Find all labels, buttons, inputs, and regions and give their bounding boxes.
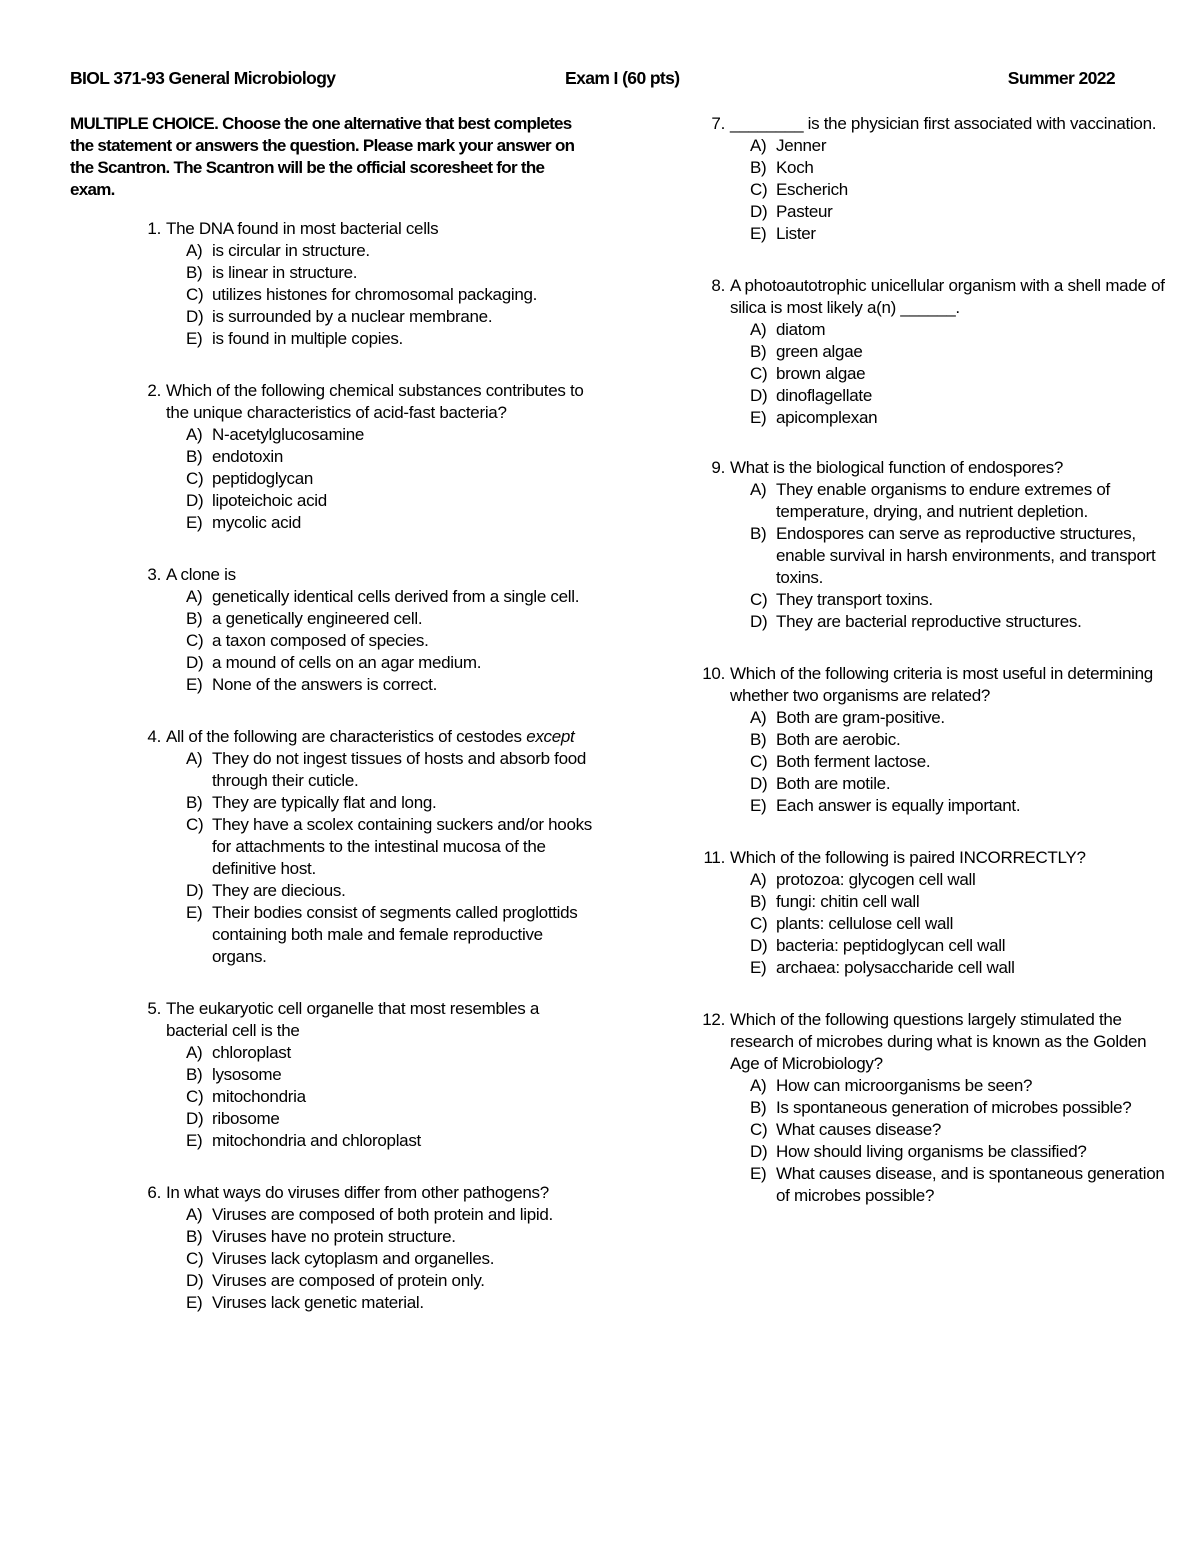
answer-option [730, 729, 1170, 751]
answer-option [166, 1204, 596, 1226]
option-text: genetically identical cells derived from a single cell. [212, 587, 580, 606]
option-text: peptidoglycan [212, 469, 314, 488]
option-letter: D) [186, 1271, 204, 1290]
option-letter: D) [750, 612, 768, 631]
option-letter: E) [186, 1293, 203, 1312]
question-3 [136, 564, 596, 696]
option-letter: B) [186, 1065, 203, 1084]
answer-option [730, 363, 1170, 385]
answer-option [730, 1075, 1170, 1097]
question-1 [136, 218, 596, 350]
option-text: What causes disease? [776, 1120, 942, 1139]
question-10 [700, 663, 1170, 817]
option-text: They are typically flat and long. [212, 793, 437, 812]
option-letter: C) [186, 1087, 204, 1106]
answer-option [730, 913, 1170, 935]
option-letter: E) [750, 224, 767, 243]
option-text: dinoflagellate [776, 386, 872, 405]
answer-option [730, 157, 1170, 179]
question-stem-text: What is the biological function of endospores? [730, 458, 1064, 477]
answer-option [166, 1064, 596, 1086]
answer-option [166, 1130, 596, 1152]
option-text: Escherich [776, 180, 848, 199]
option-letter: B) [186, 1227, 203, 1246]
option-text: fungi: chitin cell wall [776, 892, 920, 911]
option-text: Viruses lack cytoplasm and organelles. [212, 1249, 495, 1268]
option-text: ribosome [212, 1109, 280, 1128]
option-text: Koch [776, 158, 814, 177]
option-text: Lister [776, 224, 816, 243]
option-letter: C) [750, 590, 768, 609]
option-text: Both are aerobic. [776, 730, 901, 749]
answer-option [730, 201, 1170, 223]
option-letter: D) [750, 774, 768, 793]
answer-option [166, 240, 596, 262]
answer-option [730, 1163, 1170, 1207]
answer-option [730, 385, 1170, 407]
option-letter: E) [186, 329, 203, 348]
question-stem-text: Which of the following questions largely stimulated the research of microbes during what is known as the Golden Age of Microbiology? [730, 1010, 1147, 1073]
option-text: chloroplast [212, 1043, 291, 1062]
option-letter: B) [186, 793, 203, 812]
option-letter: C) [750, 752, 768, 771]
answer-option [166, 792, 596, 814]
exam-title: Exam I (60 pts) [565, 68, 680, 88]
option-letter: C) [186, 285, 204, 304]
option-letter: C) [750, 364, 768, 383]
question-stem [166, 218, 596, 240]
question-9 [700, 457, 1170, 633]
option-letter: C) [186, 815, 204, 834]
answer-option [166, 630, 596, 652]
option-text: diatom [776, 320, 826, 339]
answer-option [166, 490, 596, 512]
answer-option [730, 707, 1170, 729]
question-number: 4. [147, 727, 161, 746]
option-text: They enable organisms to endure extremes of temperature, drying, and nutrient depletion. [776, 480, 1110, 521]
option-text: N-acetylglucosamine [212, 425, 365, 444]
option-text: is surrounded by a nuclear membrane. [212, 307, 493, 326]
answer-option [166, 284, 596, 306]
option-text: endotoxin [212, 447, 284, 466]
option-text: Both are gram-positive. [776, 708, 945, 727]
question-stem-text: ________ is the physician first associated with vaccination. [730, 114, 1157, 133]
option-letter: C) [186, 1249, 204, 1268]
option-letter: B) [186, 609, 203, 628]
answer-option [730, 795, 1170, 817]
option-letter: A) [750, 480, 767, 499]
option-letter: D) [750, 1142, 768, 1161]
option-letter: A) [750, 708, 767, 727]
option-text: Jenner [776, 136, 827, 155]
option-text: Viruses lack genetic material. [212, 1293, 424, 1312]
answer-option [166, 902, 596, 968]
question-stem-text: All of the following are characteristics of cestodes [166, 727, 522, 746]
option-text: They do not ingest tissues of hosts and absorb food through their cuticle. [212, 749, 587, 790]
answer-option [166, 468, 596, 490]
option-letter: C) [750, 180, 768, 199]
answer-option [730, 523, 1170, 589]
answer-option [166, 1086, 596, 1108]
question-stem-text: In what ways do viruses differ from other pathogens? [166, 1183, 549, 1202]
option-letter: B) [750, 158, 767, 177]
option-letter: E) [750, 958, 767, 977]
option-letter: D) [186, 1109, 204, 1128]
question-12 [700, 1009, 1170, 1207]
option-text: Both are motile. [776, 774, 891, 793]
exam-term: Summer 2022 [1007, 68, 1115, 88]
option-text: Is spontaneous generation of microbes possible? [776, 1098, 1132, 1117]
question-number: 10. [702, 664, 725, 683]
answer-option [166, 262, 596, 284]
option-letter: A) [750, 870, 767, 889]
answer-option [166, 1042, 596, 1064]
option-letter: E) [750, 796, 767, 815]
option-text: apicomplexan [776, 408, 878, 427]
question-number: 9. [711, 458, 725, 477]
option-text: Viruses are composed of both protein and lipid. [212, 1205, 553, 1224]
answer-option [730, 135, 1170, 157]
question-8 [700, 275, 1170, 429]
answer-option [166, 748, 596, 792]
option-letter: D) [750, 202, 768, 221]
question-stem-text: Which of the following is paired INCORRECTLY? [730, 848, 1086, 867]
answer-option [166, 608, 596, 630]
answer-option [730, 407, 1170, 429]
option-text: Viruses are composed of protein only. [212, 1271, 485, 1290]
answer-option [166, 1108, 596, 1130]
answer-option [166, 512, 596, 534]
option-letter: B) [186, 263, 203, 282]
option-text: Both ferment lactose. [776, 752, 931, 771]
option-text: archaea: polysaccharide cell wall [776, 958, 1015, 977]
question-stem [166, 564, 596, 586]
answer-option [166, 424, 596, 446]
option-letter: A) [186, 587, 203, 606]
option-letter: B) [750, 524, 767, 543]
option-letter: D) [750, 936, 768, 955]
instructions: MULTIPLE CHOICE. Choose the one alternative that best completes the statement or answers the question. Please mark your answer on the Scantron. The Scantron will be the official scoresheet for the exam. [70, 114, 575, 199]
answer-option [166, 1270, 596, 1292]
answer-option [730, 1097, 1170, 1119]
option-text: What causes disease, and is spontaneous generation of microbes possible? [776, 1164, 1165, 1205]
option-text: How can microorganisms be seen? [776, 1076, 1033, 1095]
option-text: Viruses have no protein structure. [212, 1227, 456, 1246]
option-letter: E) [186, 675, 203, 694]
answer-option [730, 1141, 1170, 1163]
question-stem [730, 457, 1170, 479]
question-number: 7. [711, 114, 725, 133]
answer-option [730, 891, 1170, 913]
question-stem-text: Which of the following criteria is most useful in determining whether two organisms are related? [730, 664, 1153, 705]
option-letter: A) [186, 425, 203, 444]
question-4 [136, 726, 596, 968]
option-letter: C) [186, 469, 204, 488]
option-text: lipoteichoic acid [212, 491, 327, 510]
question-stem-text: The DNA found in most bacterial cells [166, 219, 439, 238]
option-letter: E) [750, 1164, 767, 1183]
question-number: 1. [147, 219, 161, 238]
option-text: They are bacterial reproductive structures. [776, 612, 1082, 631]
answer-option [166, 328, 596, 350]
answer-option [730, 589, 1170, 611]
answer-option [730, 1119, 1170, 1141]
question-7 [700, 113, 1170, 245]
answer-option [730, 179, 1170, 201]
question-11 [700, 847, 1170, 979]
question-2 [136, 380, 596, 534]
answer-option [730, 223, 1170, 245]
question-number: 6. [147, 1183, 161, 1202]
question-stem [730, 275, 1170, 319]
answer-option [166, 1226, 596, 1248]
option-letter: A) [186, 1205, 203, 1224]
question-stem-text: Which of the following chemical substances contributes to the unique characteristics of acid-fast bacteria? [166, 381, 584, 422]
answer-option [730, 611, 1170, 633]
answer-option [166, 446, 596, 468]
question-number: 5. [147, 999, 161, 1018]
answer-option [730, 751, 1170, 773]
option-text: None of the answers is correct. [212, 675, 438, 694]
answer-option [166, 814, 596, 880]
option-letter: E) [186, 1131, 203, 1150]
option-letter: E) [186, 903, 203, 922]
question-stem [730, 663, 1170, 707]
option-text: brown algae [776, 364, 866, 383]
question-number: 3. [147, 565, 161, 584]
option-letter: D) [186, 307, 204, 326]
question-stem-text: A photoautotrophic unicellular organism with a shell made of silica is most likely a(n) ______. [730, 276, 1165, 317]
question-stem-text: The eukaryotic cell organelle that most resembles a bacterial cell is the [166, 999, 540, 1040]
option-text: Each answer is equally important. [776, 796, 1021, 815]
option-letter: D) [750, 386, 768, 405]
option-text: How should living organisms be classified? [776, 1142, 1087, 1161]
answer-option [166, 1292, 596, 1314]
question-stem [166, 1182, 596, 1204]
option-text: mycolic acid [212, 513, 301, 532]
option-letter: E) [186, 513, 203, 532]
question-5 [136, 998, 596, 1152]
question-stem [166, 998, 596, 1042]
answer-option [730, 869, 1170, 891]
option-letter: A) [186, 749, 203, 768]
option-text: They transport toxins. [776, 590, 933, 609]
answer-option [730, 319, 1170, 341]
option-text: They are diecious. [212, 881, 346, 900]
option-text: Their bodies consist of segments called proglottids containing both male and female reproductive organs. [212, 903, 578, 966]
option-letter: D) [186, 881, 204, 900]
answer-option [166, 586, 596, 608]
option-text: mitochondria and chloroplast [212, 1131, 421, 1150]
question-stem [166, 380, 596, 424]
answer-option [730, 773, 1170, 795]
question-stem [730, 113, 1170, 135]
option-text: is circular in structure. [212, 241, 370, 260]
option-text: mitochondria [212, 1087, 306, 1106]
question-stem [730, 1009, 1170, 1075]
option-letter: D) [186, 491, 204, 510]
course-title: BIOL 371-93 General Microbiology [70, 68, 336, 88]
option-letter: A) [750, 1076, 767, 1095]
option-text: plants: cellulose cell wall [776, 914, 954, 933]
answer-option [730, 341, 1170, 363]
option-letter: E) [750, 408, 767, 427]
option-letter: B) [750, 730, 767, 749]
option-letter: B) [750, 1098, 767, 1117]
answer-option [166, 1248, 596, 1270]
right-column [700, 113, 1170, 1207]
option-text: is linear in structure. [212, 263, 358, 282]
option-text: utilizes histones for chromosomal packaging. [212, 285, 538, 304]
option-text: Pasteur [776, 202, 833, 221]
option-letter: A) [186, 241, 203, 260]
option-letter: A) [186, 1043, 203, 1062]
question-stem-emphasis: except [526, 727, 575, 746]
option-text: Endospores can serve as reproductive structures, enable survival in harsh environments, and transport toxins. [776, 524, 1156, 587]
option-text: green algae [776, 342, 863, 361]
option-letter: B) [186, 447, 203, 466]
option-text: a taxon composed of species. [212, 631, 429, 650]
option-letter: A) [750, 320, 767, 339]
option-letter: C) [750, 914, 768, 933]
answer-option [730, 957, 1170, 979]
question-6 [136, 1182, 596, 1314]
option-letter: B) [750, 892, 767, 911]
question-stem [730, 847, 1170, 869]
answer-option [166, 880, 596, 902]
option-letter: D) [186, 653, 204, 672]
option-text: a mound of cells on an agar medium. [212, 653, 482, 672]
question-number: 2. [147, 381, 161, 400]
left-column [136, 218, 596, 1314]
option-text: bacteria: peptidoglycan cell wall [776, 936, 1006, 955]
option-text: is found in multiple copies. [212, 329, 403, 348]
answer-option [166, 652, 596, 674]
option-letter: C) [750, 1120, 768, 1139]
answer-option [730, 935, 1170, 957]
option-letter: C) [186, 631, 204, 650]
question-number: 11. [703, 848, 725, 867]
option-text: a genetically engineered cell. [212, 609, 423, 628]
answer-option [730, 479, 1170, 523]
option-text: lysosome [212, 1065, 282, 1084]
answer-option [166, 674, 596, 696]
option-letter: B) [750, 342, 767, 361]
question-stem [166, 726, 596, 748]
option-letter: A) [750, 136, 767, 155]
question-stem-text: A clone is [166, 565, 236, 584]
question-number: 8. [711, 276, 725, 295]
option-text: protozoa: glycogen cell wall [776, 870, 976, 889]
question-number: 12. [702, 1010, 725, 1029]
answer-option [166, 306, 596, 328]
option-text: They have a scolex containing suckers and/or hooks for attachments to the intestinal mucosa of the definitive host. [212, 815, 593, 878]
